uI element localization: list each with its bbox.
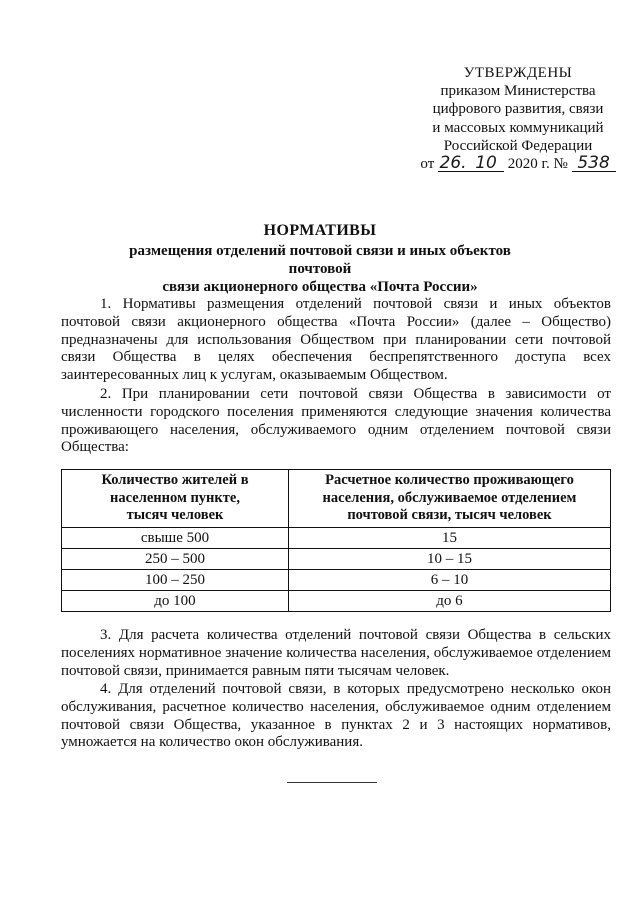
approval-line: Российской Федерации — [443, 137, 593, 154]
table-header-row — [62, 470, 611, 528]
handwritten-order-number: 538 — [572, 156, 616, 172]
handwritten-month: 10 — [468, 156, 504, 172]
header-text: населенном пункте, — [110, 489, 240, 506]
cell-residents: 100 – 250 — [62, 570, 289, 591]
approval-line: цифрового развития, связи — [432, 101, 604, 118]
cell-served: 15 — [289, 528, 611, 549]
cell-residents: свыше 500 — [62, 528, 289, 549]
header-text: Расчетное количество проживающего — [325, 472, 574, 489]
table-row — [62, 528, 611, 549]
table-row — [62, 591, 611, 612]
header-text: населения, обслуживаемое отделением — [322, 489, 577, 506]
header-text: почтовой связи, тысяч человек — [347, 507, 552, 524]
header-residents — [62, 470, 289, 528]
cell-served: 10 – 15 — [289, 549, 611, 570]
header-text: тысяч человек — [126, 507, 224, 524]
table-row — [62, 549, 611, 570]
paragraph-3: 3. Для расчета количества отделений почтовой связи Общества в сельских поселениях нормативное значение количества населения, обслуживаемое отделением почтовой связи, принимается равным пяти тысячам человек. — [61, 627, 611, 679]
title-subtitle-line: связи акционерного общества «Почта России» — [162, 279, 478, 295]
paragraph-4: 4. Для отделений почтовой связи, в которых предусмотрено несколько окон обслуживания, расчетное количество населения, обслуживаемое одним отделением почтовой связи Общества, указанное в пунктах 2 и 3 настоящих нормативов, умножается на количество окон обслуживания. — [61, 681, 611, 751]
title-subtitle-line: размещения отделений почтовой связи и иных объектов почтовой — [129, 243, 511, 277]
header-text: Количество жителей в — [101, 472, 249, 489]
cell-residents: до 100 — [62, 591, 289, 612]
date-prefix: от — [420, 156, 435, 173]
header-served-population — [289, 470, 611, 528]
approval-line: и массовых коммуникаций — [432, 119, 604, 136]
cell-residents: 250 – 500 — [62, 549, 289, 570]
date-year: 2020 г. № — [507, 156, 568, 173]
title-heading: НОРМАТИВЫ — [263, 222, 377, 239]
approval-date-line — [418, 155, 618, 173]
end-of-document-rule — [287, 782, 377, 783]
document-title — [100, 222, 540, 296]
norms-table — [61, 469, 611, 612]
approval-title: УТВЕРЖДЕНЫ — [463, 65, 573, 81]
handwritten-day: 26. — [439, 153, 467, 174]
cell-served: до 6 — [289, 591, 611, 612]
table-row — [62, 570, 611, 591]
approval-line: приказом Министерства — [440, 83, 596, 100]
approval-block — [418, 64, 618, 173]
paragraph-2: 2. При планировании сети почтовой связи Общества в зависимости от численности городского поселения применяются следующие значения количества проживающего населения, обслуживаемого одним отделением почтовой связи Общества: — [61, 386, 611, 456]
cell-served: 6 – 10 — [289, 570, 611, 591]
paragraph-1: 1. Нормативы размещения отделений почтовой связи и иных объектов почтовой связи акционерного общества «Почта России» (далее – Общество) предназначены для использования Обществом при планировании сети почтовой связи Общества в целях обеспечения беспрепятственного доступа всех заинтересованных лиц к услугам, оказываемым Обществом. — [61, 296, 611, 384]
